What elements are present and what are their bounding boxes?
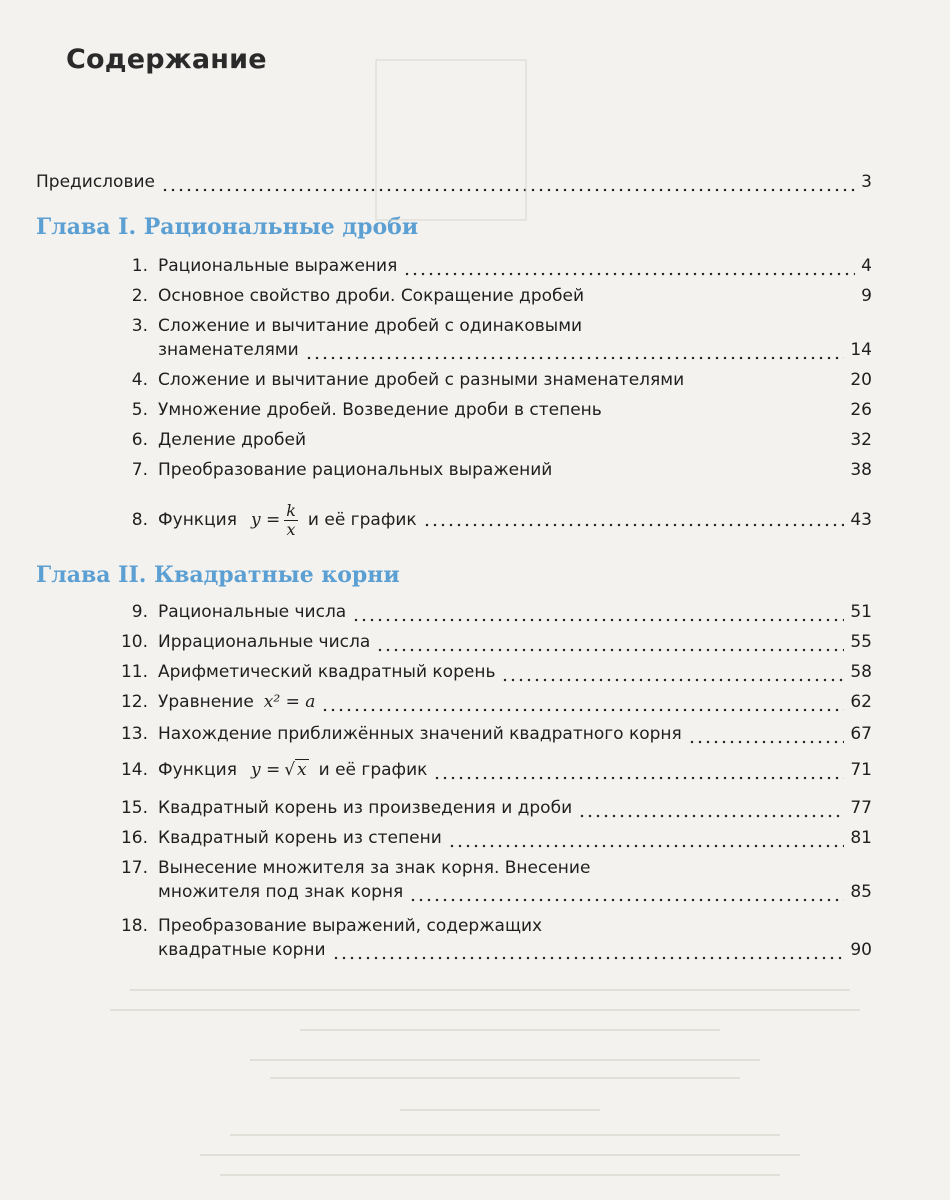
bleed-qr-outline: [376, 60, 526, 220]
toc-entry-label: Рациональные числа: [158, 602, 347, 622]
toc-entry[interactable]: [120, 398, 872, 422]
toc-entry-label: Преобразование рациональных выражений: [158, 460, 553, 480]
dot-leader: [376, 630, 844, 654]
toc-entry-label-line2: множителя под знак корня: [158, 882, 404, 902]
toc-entry-label: Рациональные выражения: [158, 256, 398, 276]
toc-entry-number: 1.: [131, 256, 148, 276]
toc-entry-number: 11.: [120, 662, 148, 682]
page-title: Содержание: [66, 44, 267, 75]
radicand: x: [297, 760, 307, 780]
dot-leader: [501, 660, 844, 684]
toc-entry-label: Квадратный корень из степени: [158, 828, 442, 848]
toc-entry[interactable]: [120, 758, 872, 782]
toc-entry[interactable]: [120, 254, 872, 278]
fraction: [284, 502, 298, 539]
toc-entry-label: Предисловие: [36, 172, 155, 192]
toc-entry-number: 10.: [120, 632, 148, 652]
toc-entry-label: Вынесение множителя за знак корня. Внесение: [158, 858, 591, 878]
toc-page-number: 3: [861, 172, 872, 192]
toc-entry-label-after: и её график: [318, 760, 428, 780]
toc-entry[interactable]: [120, 284, 872, 308]
dot-leader: [305, 338, 845, 362]
toc-entry[interactable]: [120, 722, 872, 746]
dot-leader: [423, 508, 845, 532]
toc-entry-number: 9.: [131, 602, 148, 622]
toc-page-number: 85: [850, 882, 872, 902]
toc-entry-number: 14.: [120, 760, 148, 780]
dot-leader: [332, 938, 845, 962]
toc-entry[interactable]: [120, 368, 872, 392]
toc-entry[interactable]: [120, 826, 872, 850]
toc-entry-label: Иррациональные числа: [158, 632, 371, 652]
toc-entry[interactable]: [120, 796, 872, 820]
dot-leader: [578, 796, 844, 820]
toc-entry[interactable]: [120, 600, 872, 624]
toc-page-number: 9: [861, 286, 872, 306]
toc-entry-label: Функция: [158, 510, 237, 530]
toc-entry-label: Сложение и вычитание дробей с разными знаменателями: [158, 370, 685, 390]
fraction-denominator: x: [286, 519, 296, 539]
toc-entry-number: 8.: [131, 510, 148, 530]
toc-entry[interactable]: [120, 500, 872, 540]
dot-leader: [590, 284, 855, 308]
toc-page-number: 43: [850, 510, 872, 530]
toc-entry-continuation[interactable]: [158, 938, 872, 962]
bleed-lines: [110, 990, 860, 1175]
toc-entry[interactable]: [120, 660, 872, 684]
square-root: [284, 758, 308, 782]
toc-entry-label: Нахождение приближённых значений квадратного корня: [158, 724, 682, 744]
chapter-heading-2[interactable]: Глава II. Квадратные корни: [36, 562, 400, 588]
toc-entry-label: Преобразование выражений, содержащих: [158, 916, 543, 936]
toc-page-number: 90: [850, 940, 872, 960]
toc-page-number: 38: [850, 460, 872, 480]
toc-entry-number: 2.: [131, 286, 148, 306]
toc-entry-label: Сложение и вычитание дробей с одинаковыми: [158, 316, 583, 336]
dot-leader: [409, 880, 844, 904]
toc-entry-label: Деление дробей: [158, 430, 307, 450]
toc-entry-number: 4.: [131, 370, 148, 390]
toc-page-number: 14: [850, 340, 872, 360]
toc-entry[interactable]: [120, 630, 872, 654]
toc-entry-number: 13.: [120, 724, 148, 744]
toc-entry-number: 18.: [120, 916, 148, 936]
dot-leader: [448, 826, 845, 850]
toc-page-number: 62: [850, 692, 872, 712]
toc-entry-number: 12.: [120, 692, 148, 712]
dot-leader: [161, 170, 855, 194]
toc-entry[interactable]: [120, 428, 872, 452]
toc-page-number: 55: [850, 632, 872, 652]
dot-leader: [312, 428, 844, 452]
toc-page-number: 51: [850, 602, 872, 622]
toc-entry-number: 16.: [120, 828, 148, 848]
dot-leader: [433, 758, 844, 782]
toc-page-number: 26: [850, 400, 872, 420]
dot-leader: [321, 690, 844, 714]
toc-entry-label: Умножение дробей. Возведение дроби в степень: [158, 400, 602, 420]
toc-entry-label: Уравнение: [158, 692, 254, 712]
dot-leader: [608, 398, 845, 422]
dot-leader: [690, 368, 844, 392]
toc-page-number: 67: [850, 724, 872, 744]
radical-sign: √: [284, 760, 296, 780]
dot-leader: [688, 722, 845, 746]
toc-page-number: 20: [850, 370, 872, 390]
toc-entry-label: Функция: [158, 760, 237, 780]
toc-entry-continuation[interactable]: [158, 338, 872, 362]
toc-entry-label-line2: знаменателями: [158, 340, 299, 360]
toc-entry-number: 15.: [120, 798, 148, 818]
dot-leader: [352, 600, 844, 624]
toc-entry-number: 7.: [131, 460, 148, 480]
toc-entry-number: 5.: [131, 400, 148, 420]
dot-leader: [403, 254, 855, 278]
toc-entry-label: Основное свойство дроби. Сокращение дробей: [158, 286, 584, 306]
toc-entry[interactable]: [120, 458, 872, 482]
toc-page-number: 71: [850, 760, 872, 780]
toc-entry-label-after: и её график: [307, 510, 417, 530]
chapter-heading-1[interactable]: Глава I. Рациональные дроби: [36, 214, 419, 240]
formula-lhs: y =: [250, 760, 281, 780]
toc-page-number: 77: [850, 798, 872, 818]
toc-entry-preface[interactable]: [36, 170, 872, 194]
formula-lhs: y =: [250, 510, 281, 530]
toc-page-number: 58: [850, 662, 872, 682]
toc-entry-number: 17.: [120, 858, 148, 878]
toc-entry-number: 6.: [131, 430, 148, 450]
fraction-numerator: k: [286, 500, 296, 520]
toc-entry-label: Арифметический квадратный корень: [158, 662, 496, 682]
formula: x² = a: [263, 692, 316, 712]
toc-entry[interactable]: [120, 690, 872, 714]
toc-entry-number: 3.: [131, 316, 148, 336]
toc-entry-label-line2: квадратные корни: [158, 940, 326, 960]
toc-page-number: 81: [850, 828, 872, 848]
toc-entry-label: Квадратный корень из произведения и дроби: [158, 798, 573, 818]
toc-page-number: 32: [850, 430, 872, 450]
toc-entry-continuation[interactable]: [158, 880, 872, 904]
dot-leader: [558, 458, 844, 482]
toc-page-number: 4: [861, 256, 872, 276]
